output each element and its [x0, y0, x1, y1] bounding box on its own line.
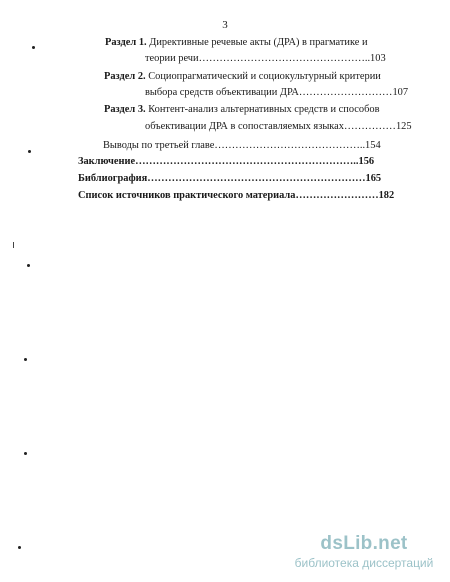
scan-dot [18, 546, 21, 549]
page-ref: 156 [358, 156, 375, 167]
toc-entry-section-1-cont [145, 53, 386, 65]
watermark-subtitle: библиотека диссертаций [294, 556, 434, 570]
toc-entry-section-2-cont [145, 87, 408, 99]
page-ref: 107 [392, 87, 409, 98]
entry-title: Библиография……………………………………………………… [78, 173, 366, 184]
toc-entry-section-3 [104, 104, 379, 116]
scan-dot [24, 358, 27, 361]
section-label: Раздел 1. [105, 37, 147, 48]
toc-entry-section-2 [104, 71, 381, 83]
page-ref: 154 [365, 140, 381, 151]
section-title-cont: теории речи………………………………………….. [145, 53, 371, 64]
section-title: Директивные речевые акты (ДРА) в прагматике и [149, 37, 368, 48]
toc-entry-sources [78, 190, 394, 202]
entry-title: Выводы по третьей главе…………………………………….. [103, 140, 366, 151]
entry-title: Заключение……………………………………………………….. [78, 156, 359, 167]
entry-title: Список источников практического материала…………………… [78, 190, 379, 201]
toc-entry-bibliography [78, 173, 381, 185]
toc-entry-chapter-conclusions [103, 140, 381, 152]
section-label: Раздел 2. [104, 71, 146, 82]
section-title-cont: выбора средств объективации ДРА……………………… [145, 87, 393, 98]
section-title: Контент-анализ альтернативных средств и способов [148, 104, 380, 115]
toc-entry-conclusion [78, 156, 374, 168]
page-number: 3 [222, 19, 228, 31]
section-title-cont: объективации ДРА в сопоставляемых языках…………… [145, 121, 396, 132]
watermark-logo: dsLib.net [320, 533, 408, 554]
toc-entry-section-3-cont [145, 121, 412, 133]
section-title: Социопрагматический и социокультурный критерии [148, 71, 381, 82]
page-ref: 103 [370, 53, 386, 64]
scan-dot [27, 264, 30, 267]
page-ref: 182 [378, 190, 395, 201]
dslib-watermark [284, 533, 444, 571]
section-label: Раздел 3. [104, 104, 146, 115]
scan-dot [24, 452, 27, 455]
scan-tick [13, 242, 14, 248]
page-ref: 165 [365, 173, 382, 184]
scan-dot [28, 150, 31, 153]
toc-entry-section-1 [105, 37, 368, 49]
scan-dot [32, 46, 35, 49]
page-ref: 125 [395, 121, 412, 132]
